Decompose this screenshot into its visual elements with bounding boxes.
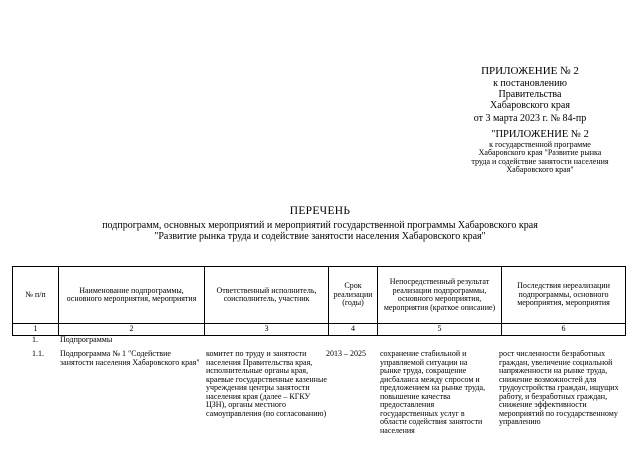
appendix-quoted-block [450,131,630,175]
column-number: 4 [329,324,378,336]
header-executor: Ответственный исполнитель, соисполнитель, участник [205,267,329,324]
row-name: Подпрограмма № 1 "Содействие занятости населения Хабаровского края" [60,349,200,367]
header-result: Непосредственный результат реализации подпрограммы, основного мероприятия, мероприятия (краткое описание) [378,267,502,324]
plan-table [12,266,626,336]
appendix-quoted-line-4: Хабаровского края" [506,165,574,174]
appendix-quoted-line-2: Хабаровского края "Развитие рынка [478,148,602,157]
section-name: Подпрограммы [60,335,113,344]
title-line-2: "Развитие рынка труда и содействие занятости населения Хабаровского края" [154,231,486,242]
title-line-1: подпрограмм, основных мероприятий и мероприятий государственной программы Хабаровского края [102,220,538,231]
appendix-line-2: Правительства [498,89,562,100]
header-num: № п/п [13,267,59,324]
document-title [90,206,550,242]
section-number: 1. [32,335,38,344]
header-name: Наименование подпрограммы, основного мероприятия, мероприятия [59,267,205,324]
column-number: 3 [205,324,329,336]
row-number: 1.1. [32,349,44,358]
column-number-row [13,324,626,336]
appendix-heading: ПРИЛОЖЕНИЕ № 2 [481,65,579,77]
column-number: 2 [59,324,205,336]
row-consequences: рост численности безработных граждан, увеличение социальной напряженности на рынке труда, снижение возможностей для трудоустройства граждан, ищущих работу, и безработных граждан, снижение эффективности мероприятий по государственному управлению [499,349,619,426]
appendix-quoted-line-1: к государственной программе [489,139,591,149]
row-period: 2013 – 2025 [326,349,366,358]
appendix-line-3: Хабаровского края [490,100,570,111]
header-consequences: Последствия нереализации подпрограммы, основного мероприятия, мероприятия [502,267,626,324]
appendix-line-1: к постановлению [493,78,567,89]
title-heading: ПЕРЕЧЕНЬ [289,205,351,217]
column-number: 1 [13,324,59,336]
row-result: сохранение стабильной и управляемой ситуации на рынке труда, сокращение дисбаланса между спросом и предложением на рынке труда, повышение качества предоставления государственных услуг в области содействия занятости населения [380,349,486,435]
header-period: Срок реализации (годы) [329,267,378,324]
appendix-quoted-line-3: труда и содействие занятости населения [471,156,609,166]
appendix-date: от 3 марта 2023 г. № 84-пр [473,113,587,124]
table-header-row [13,267,626,324]
column-number: 6 [502,324,626,336]
appendix-quoted-heading: "ПРИЛОЖЕНИЕ № 2 [491,129,589,140]
appendix-block [450,66,610,124]
column-number: 5 [378,324,502,336]
row-executor: комитет по труду и занятости населения Правительства края, исполнительные органы края, краевые государственные казенные учреждения центры занятости населения края (далее – КГКУ ЦЗН), органы местного самоуправления (по согласованию) [206,349,327,418]
